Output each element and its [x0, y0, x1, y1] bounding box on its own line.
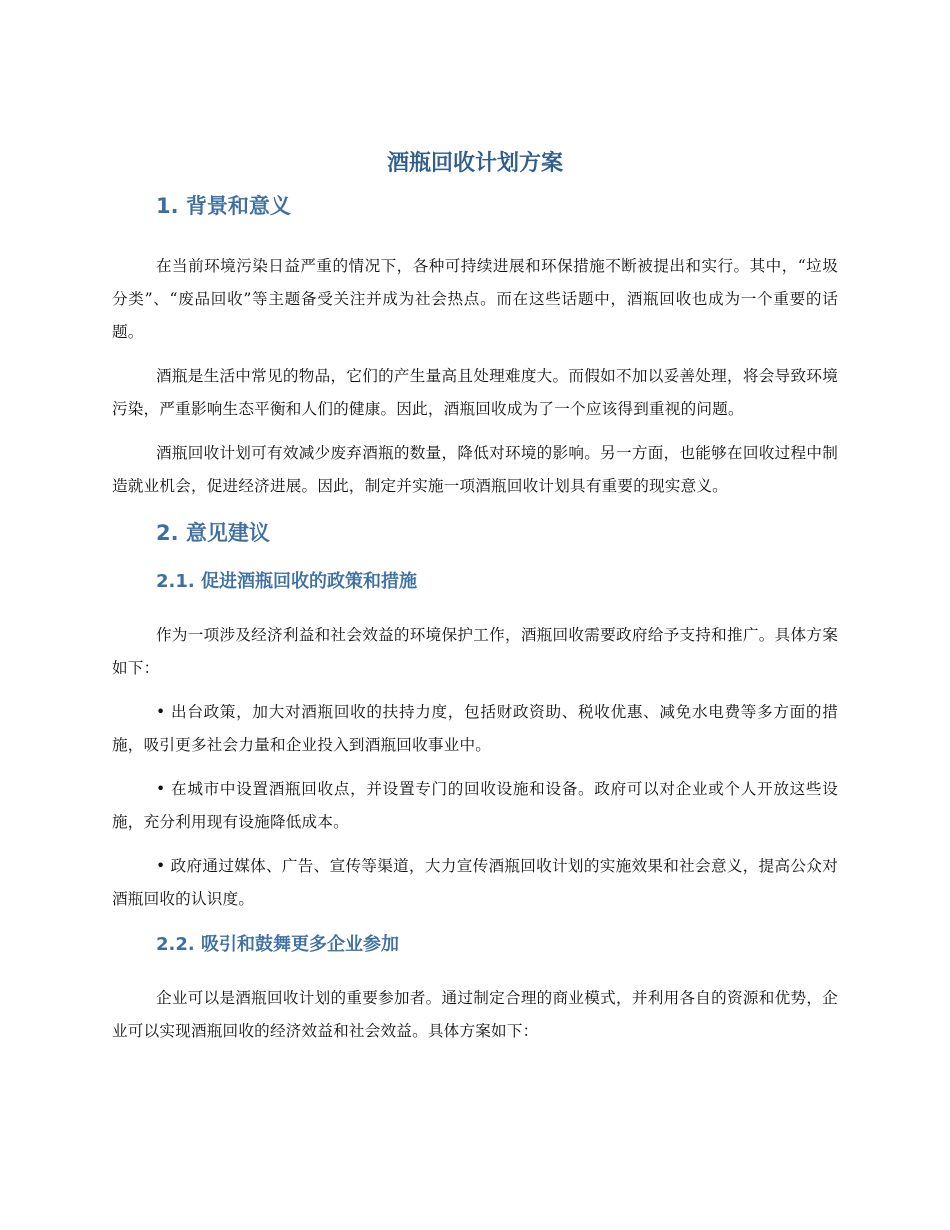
- paragraph: 在当前环境污染日益严重的情况下，各种可持续进展和环保措施不断被提出和实行。其中，“垃圾分类”、“废品回收”等主题备受关注并成为社会热点。而在这些话题中，酒瓶回收也成为一个重要的话题。: [112, 257, 838, 341]
- paragraph: 酒瓶回收计划可有效减少废弃酒瓶的数量，降低对环境的影响。另一方面，也能够在回收过程中制造就业机会，促进经济进展。因此，制定并实施一项酒瓶回收计划具有重要的现实意义。: [112, 444, 838, 495]
- paragraph: 作为一项涉及经济利益和社会效益的环境保护工作，酒瓶回收需要政府给予支持和推广。具体方案如下：: [112, 626, 838, 677]
- bullet-paragraph: • 出台政策，加大对酒瓶回收的扶持力度，包括财政资助、税收优惠、减免水电费等多方面的措施，吸引更多社会力量和企业投入到酒瓶回收事业中。: [112, 703, 838, 754]
- subsection-heading-policy: 2.1. 促进酒瓶回收的政策和措施: [156, 571, 417, 592]
- document-title: 酒瓶回收计划方案: [386, 151, 563, 176]
- bullet-paragraph: • 在城市中设置酒瓶回收点，并设置专门的回收设施和设备。政府可以对企业或个人开放这些设施，充分利用现有设施降低成本。: [112, 780, 838, 831]
- bullet-paragraph: • 政府通过媒体、广告、宣传等渠道，大力宣传酒瓶回收计划的实施效果和社会意义，提高公众对酒瓶回收的认识度。: [112, 857, 838, 908]
- paragraph: 酒瓶是生活中常见的物品，它们的产生量高且处理难度大。而假如不加以妥善处理，将会导致环境污染，严重影响生态平衡和人们的健康。因此，酒瓶回收成为了一个应该得到重视的问题。: [112, 367, 838, 418]
- subsection-heading-enterprises: 2.2. 吸引和鼓舞更多企业参加: [156, 934, 399, 955]
- paragraph: 企业可以是酒瓶回收计划的重要参加者。通过制定合理的商业模式，并利用各自的资源和优势，企业可以实现酒瓶回收的经济效益和社会效益。具体方案如下：: [112, 989, 838, 1040]
- section-heading-background: 1. 背景和意义: [156, 194, 291, 218]
- section-heading-suggestions: 2. 意见建议: [156, 521, 270, 545]
